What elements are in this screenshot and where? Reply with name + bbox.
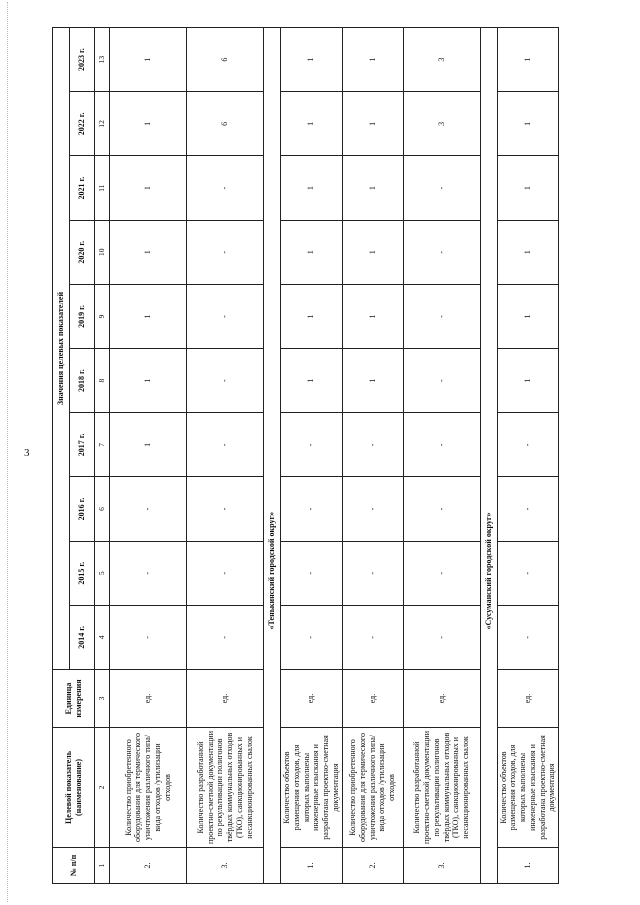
unit-cell: ед.: [187, 670, 264, 728]
value-cell: 6: [187, 92, 264, 156]
indicator-name: Количество объектов размещения отходов, для которых выполнены инженерные изыскания и разработана проектно-сметная документация: [497, 728, 559, 848]
value-cell: 6: [187, 28, 264, 92]
row-number: 1.: [281, 848, 343, 884]
section-title-susumansky: «Сусуманский городской округ»: [480, 28, 497, 670]
value-cell: 1: [342, 28, 403, 92]
column-index: 3: [95, 670, 110, 728]
column-index: 13: [95, 28, 110, 92]
value-cell: 1: [110, 92, 187, 156]
value-cell: -: [187, 220, 264, 284]
table-row: [281, 28, 343, 884]
value-cell: -: [281, 477, 343, 541]
value-cell: -: [187, 284, 264, 348]
unit-cell: ед.: [281, 670, 343, 728]
row-number: 2.: [342, 848, 403, 884]
value-cell: 1: [110, 349, 187, 413]
header-num: № п/п: [53, 848, 95, 884]
row-number: 2.: [110, 848, 187, 884]
value-cell: -: [110, 477, 187, 541]
unit-cell: ед.: [342, 670, 403, 728]
table-row: [187, 28, 264, 884]
value-cell: 1: [281, 92, 343, 156]
value-cell: -: [187, 477, 264, 541]
value-cell: 1: [281, 220, 343, 284]
value-cell: -: [110, 605, 187, 669]
column-index: 5: [95, 541, 110, 605]
value-cell: -: [187, 349, 264, 413]
page-number: 3: [24, 447, 30, 459]
value-cell: -: [403, 220, 480, 284]
value-cell: 1: [342, 349, 403, 413]
indicator-name: Количество приобретенного оборудования для термического уничтожения различного типа/вида отходов /утилизации отходов: [110, 728, 187, 848]
column-index: 10: [95, 220, 110, 284]
header-year: 2019 г.: [70, 284, 95, 348]
indicator-name: Количество объектов размещения отходов, для которых выполнены инженерные изыскания и разработана проектно-сметная документация: [281, 728, 343, 848]
value-cell: 3: [403, 92, 480, 156]
value-cell: 1: [497, 349, 559, 413]
header-year: 2022 г.: [70, 92, 95, 156]
header-year: 2018 г.: [70, 349, 95, 413]
value-cell: 1: [281, 349, 343, 413]
column-index: 4: [95, 605, 110, 669]
header-unit: Единица измерения: [53, 670, 95, 728]
target-indicators-table: [52, 27, 559, 884]
value-cell: 1: [281, 284, 343, 348]
value-cell: -: [342, 477, 403, 541]
value-cell: -: [403, 541, 480, 605]
value-cell: -: [187, 605, 264, 669]
column-index: 7: [95, 413, 110, 477]
value-cell: 1: [342, 220, 403, 284]
value-cell: 1: [110, 413, 187, 477]
value-cell: 1: [110, 28, 187, 92]
value-cell: -: [403, 605, 480, 669]
value-cell: 1: [497, 156, 559, 220]
value-cell: 1: [110, 220, 187, 284]
table-row: [497, 28, 559, 884]
value-cell: 1: [342, 156, 403, 220]
header-year: 2021 г.: [70, 156, 95, 220]
value-cell: -: [110, 541, 187, 605]
section-spacer: [480, 670, 497, 884]
column-index: 2: [95, 728, 110, 848]
value-cell: 1: [281, 28, 343, 92]
column-index: 9: [95, 284, 110, 348]
value-cell: 1: [342, 284, 403, 348]
value-cell: -: [497, 605, 559, 669]
indicator-name: Количество приобретенного оборудования для термического уничтожения различного типа/вида отходов /утилизации отходов: [342, 728, 403, 848]
rotated-table-wrapper: [52, 28, 620, 884]
value-cell: -: [187, 541, 264, 605]
section-title-tenkinsky: «Тенькинский городской округ»: [264, 28, 281, 670]
value-cell: -: [403, 477, 480, 541]
header-year: 2015 г.: [70, 541, 95, 605]
header-year: 2023 г.: [70, 28, 95, 92]
column-index: 8: [95, 349, 110, 413]
value-cell: -: [342, 413, 403, 477]
value-cell: 1: [497, 92, 559, 156]
column-index: 12: [95, 92, 110, 156]
value-cell: -: [497, 477, 559, 541]
header-year: 2014 г.: [70, 605, 95, 669]
indicator-name: Количество разработанной проектно-сметной документации по рекультивации полигонов твёрдых коммунальных отходов (ТКО), санкционированных и несанкционированных свалок: [187, 728, 264, 848]
table-row: [110, 28, 187, 884]
header-year: 2017 г.: [70, 413, 95, 477]
section-spacer: [264, 670, 281, 884]
value-cell: -: [281, 541, 343, 605]
value-cell: -: [403, 284, 480, 348]
value-cell: -: [497, 413, 559, 477]
row-number: 3.: [187, 848, 264, 884]
unit-cell: ед.: [403, 670, 480, 728]
header-values-group: Значения целевых показателей: [53, 28, 70, 670]
value-cell: -: [187, 156, 264, 220]
section-row: [480, 28, 497, 884]
value-cell: 1: [110, 284, 187, 348]
header-year: 2016 г.: [70, 477, 95, 541]
section-row: [264, 28, 281, 884]
value-cell: -: [281, 413, 343, 477]
value-cell: 1: [110, 156, 187, 220]
value-cell: -: [281, 605, 343, 669]
unit-cell: ед.: [497, 670, 559, 728]
value-cell: -: [403, 413, 480, 477]
indicator-name: Количество разработанной проектно-сметной документации по рекультивации полигонов твёрдых коммунальных отходов (ТКО), санкционированных и несанкционированных свалок: [403, 728, 480, 848]
table-row: [403, 28, 480, 884]
value-cell: 1: [342, 92, 403, 156]
value-cell: -: [187, 413, 264, 477]
table-row: [342, 28, 403, 884]
value-cell: -: [342, 605, 403, 669]
unit-cell: ед.: [110, 670, 187, 728]
value-cell: 3: [403, 28, 480, 92]
scan-edge-line: [7, 2, 9, 902]
column-index: 6: [95, 477, 110, 541]
value-cell: -: [403, 349, 480, 413]
header-indicator: Целевой показатель (наименование): [53, 728, 95, 848]
value-cell: -: [342, 541, 403, 605]
value-cell: 1: [281, 156, 343, 220]
column-index: 1: [95, 848, 110, 884]
header-year: 2020 г.: [70, 220, 95, 284]
value-cell: 1: [497, 220, 559, 284]
value-cell: -: [403, 156, 480, 220]
value-cell: -: [497, 541, 559, 605]
row-number: 1.: [497, 848, 559, 884]
column-index: 11: [95, 156, 110, 220]
value-cell: 1: [497, 284, 559, 348]
value-cell: 1: [497, 28, 559, 92]
row-number: 3.: [403, 848, 480, 884]
